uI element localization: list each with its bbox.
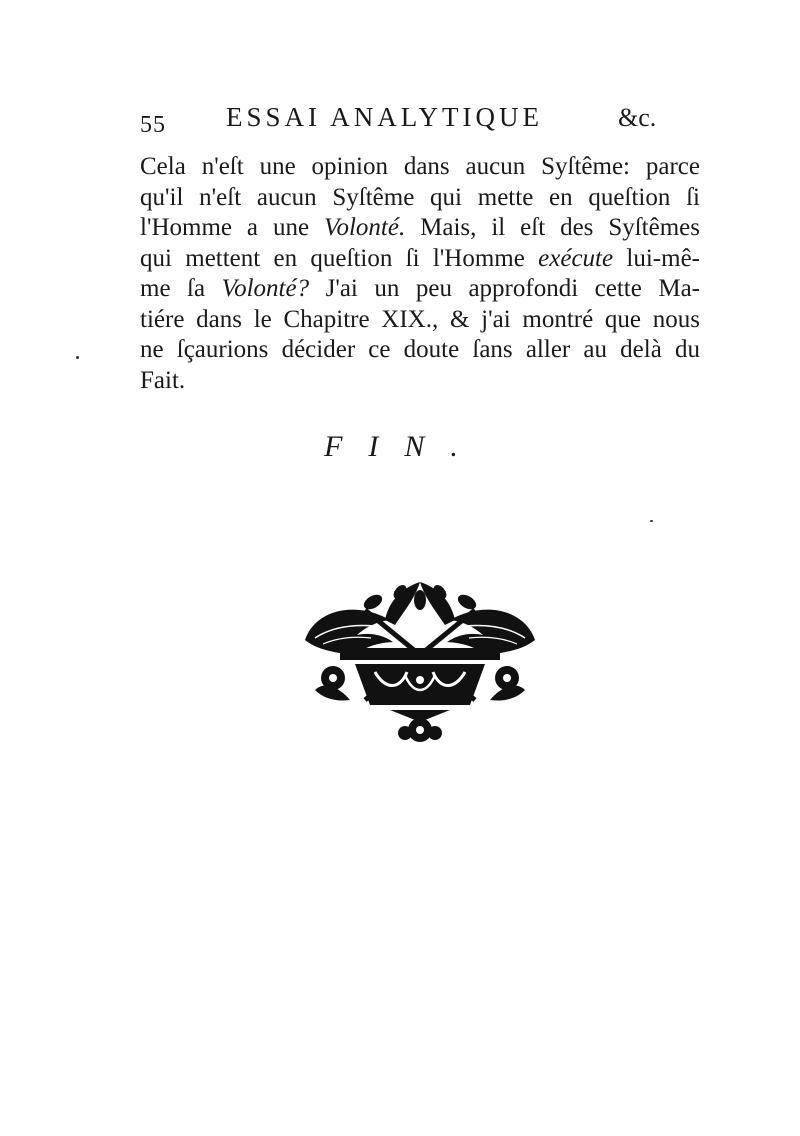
- page-number: 55: [140, 112, 166, 138]
- text-segment: qui mettent en queſtion ſi l'Homme: [140, 244, 539, 272]
- text-segment: me ſa: [140, 275, 222, 302]
- text-line: [140, 213, 700, 244]
- text-segment: Fait.: [140, 366, 186, 394]
- paper-speck: [76, 356, 79, 359]
- text-segment: J'ai un peu approfondi cette Ma-: [309, 275, 700, 302]
- fin-label: FIN.: [324, 430, 484, 463]
- text-segment: Cela n'eſt une opinion dans aucun Syſtême: parce: [140, 153, 700, 180]
- running-head: [140, 100, 700, 140]
- italic-text: Volonté?: [221, 275, 310, 302]
- italic-text: exécute: [538, 244, 614, 272]
- text-line: [140, 152, 700, 183]
- text-line: [140, 305, 700, 336]
- running-title: ESSAI ANALYTIQUE: [226, 102, 544, 132]
- text-line: [140, 274, 700, 305]
- text-segment: lui-mê-: [613, 244, 700, 272]
- paper-speck: [650, 520, 653, 522]
- text-line: [140, 183, 700, 214]
- text-line: [140, 244, 700, 275]
- running-title-etc: &c.: [618, 103, 657, 132]
- text-segment: l'Homme a une: [140, 214, 324, 241]
- text-segment: qu'il n'eſt aucun Syſtême qui mette en queſtion ſi: [140, 183, 700, 211]
- text-segment: tiére dans le Chapitre XIX., & j'ai montré que nous: [140, 305, 700, 333]
- text-segment: Mais, il eſt des Syſtêmes: [405, 214, 700, 241]
- text-line: [140, 335, 700, 366]
- text-segment: ne ſçaurions décider ce doute ſans aller au delà du: [140, 336, 700, 363]
- body-paragraph: [140, 152, 700, 396]
- text-line: [140, 366, 700, 397]
- italic-text: Volonté.: [323, 214, 406, 241]
- floral-basket-vignette-icon: [295, 580, 545, 750]
